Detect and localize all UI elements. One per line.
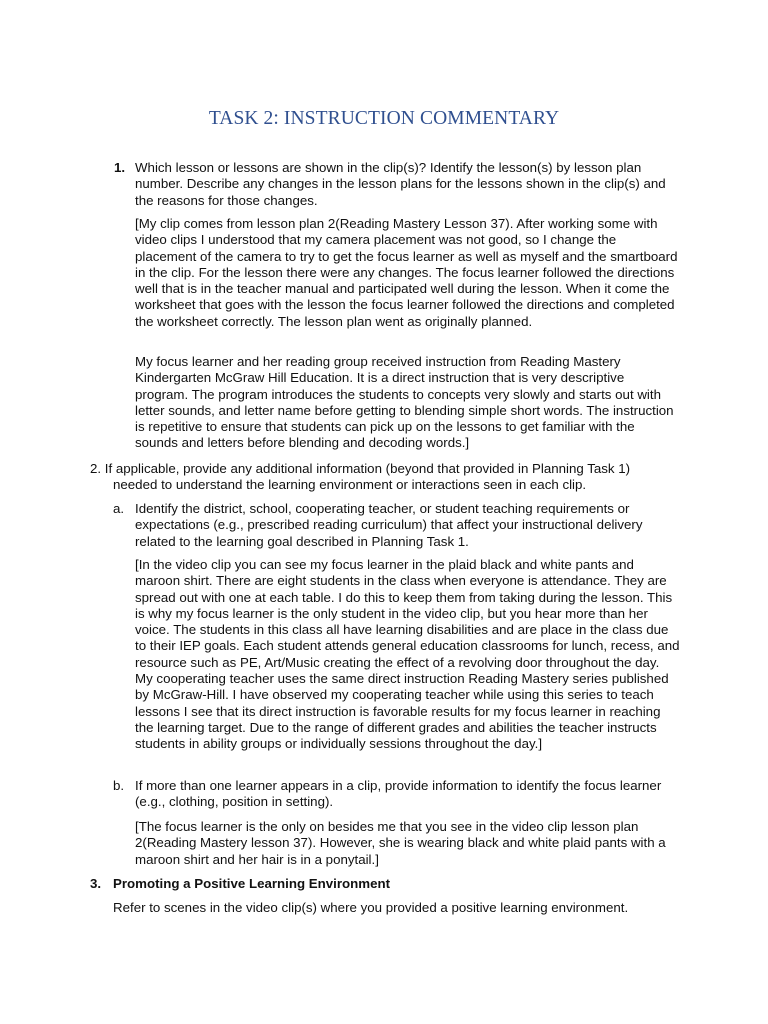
question-2a-prompt: Identify the district, school, cooperating teacher, or student teaching requirements or expectations (e.g., prescribed reading curriculum) that affect your instructional delivery related to the learning goal described in Planning Task 1. — [135, 501, 643, 549]
question-3-heading: Promoting a Positive Learning Environment — [113, 876, 391, 891]
question-3-prompt: Refer to scenes in the video clip(s) where you provided a positive learning environment. — [113, 900, 629, 915]
question-2-prompt — [90, 461, 680, 494]
document-title: TASK 2: INSTRUCTION COMMENTARY — [208, 108, 560, 129]
question-1-number: 1. — [114, 160, 126, 175]
question-2b-prompt: If more than one learner appears in a clip, provide information to identify the focus learner (e.g., clothing, position in setting). — [135, 778, 662, 810]
question-2b-label: b. — [113, 778, 125, 793]
question-3-number: 3. — [90, 876, 102, 891]
question-2a-answer: [In the video clip you can see my focus learner in the plaid black and white pants and maroon shirt. There are eight students in the class when everyone is attendance. They are spread out with one at each table. I do this to keep them from taking during the lesson. This is why my focus learner is the only student in the video clip, but you hear more than her voice. The students in this class all have learning disabilities and are place in the class due to their IEP goals. Each student attends general education classrooms for lunch, recess, and resource such as PE, Art/Music creating the effect of a revolving door throughout the day. My cooperating teacher uses the same direct instruction Reading Mastery series published by McGraw-Hill. I have observed my cooperating teacher while using this series to teach lessons I see that its direct instruction is favorable results for my focus learner in reaching the learning target. Due to the range of different grades and abilities the teacher instructs students in ability groups or individually sessions throughout the day.] — [135, 557, 680, 752]
question-1-answer-paragraph-1: [My clip comes from lesson plan 2(Reading Mastery Lesson 37). After working some with video clips I understood that my camera placement was not good, so I change the placement of the camera to try to get the focus learner as well as myself and the smartboard in the clip. For the lesson there were any changes. The focus learner followed the directions well that is in the teacher manual and participated well during the lesson. When it come the worksheet that goes with the lesson the focus learner followed the directions and completed the worksheet correctly. The lesson plan went as originally planned. — [135, 216, 678, 329]
question-2-prompt-line-2: needed to understand the learning environment or interactions seen in each clip. — [113, 477, 587, 493]
question-2a-label: a. — [113, 501, 125, 516]
question-2-prompt-line-1: 2. If applicable, provide any additional information (beyond that provided in Planning Task 1) — [90, 461, 631, 476]
question-1-prompt: Which lesson or lessons are shown in the clip(s)? Identify the lesson(s) by lesson plan number. Describe any changes in the lesson plans for the lessons shown in the clip(s) and the reasons for those changes. — [135, 160, 666, 208]
question-1-answer-paragraph-2: My focus learner and her reading group received instruction from Reading Mastery Kindergarten McGraw Hill Education. It is a direct instruction that is very descriptive program. The program introduces the students to concepts very slowly and starts out with letter sounds, and letter name before getting to blending simple short words. The instruction is repetitive to ensure that students can pick up on the lessons to get familiar with the sounds and letters before blending and decoding words.] — [135, 354, 674, 451]
question-2b-answer: [The focus learner is the only on besides me that you see in the video clip lesson plan 2(Reading Mastery lesson 37). However, she is wearing black and white plaid pants with a maroon shirt and her hair is in a ponytail.] — [135, 819, 666, 867]
